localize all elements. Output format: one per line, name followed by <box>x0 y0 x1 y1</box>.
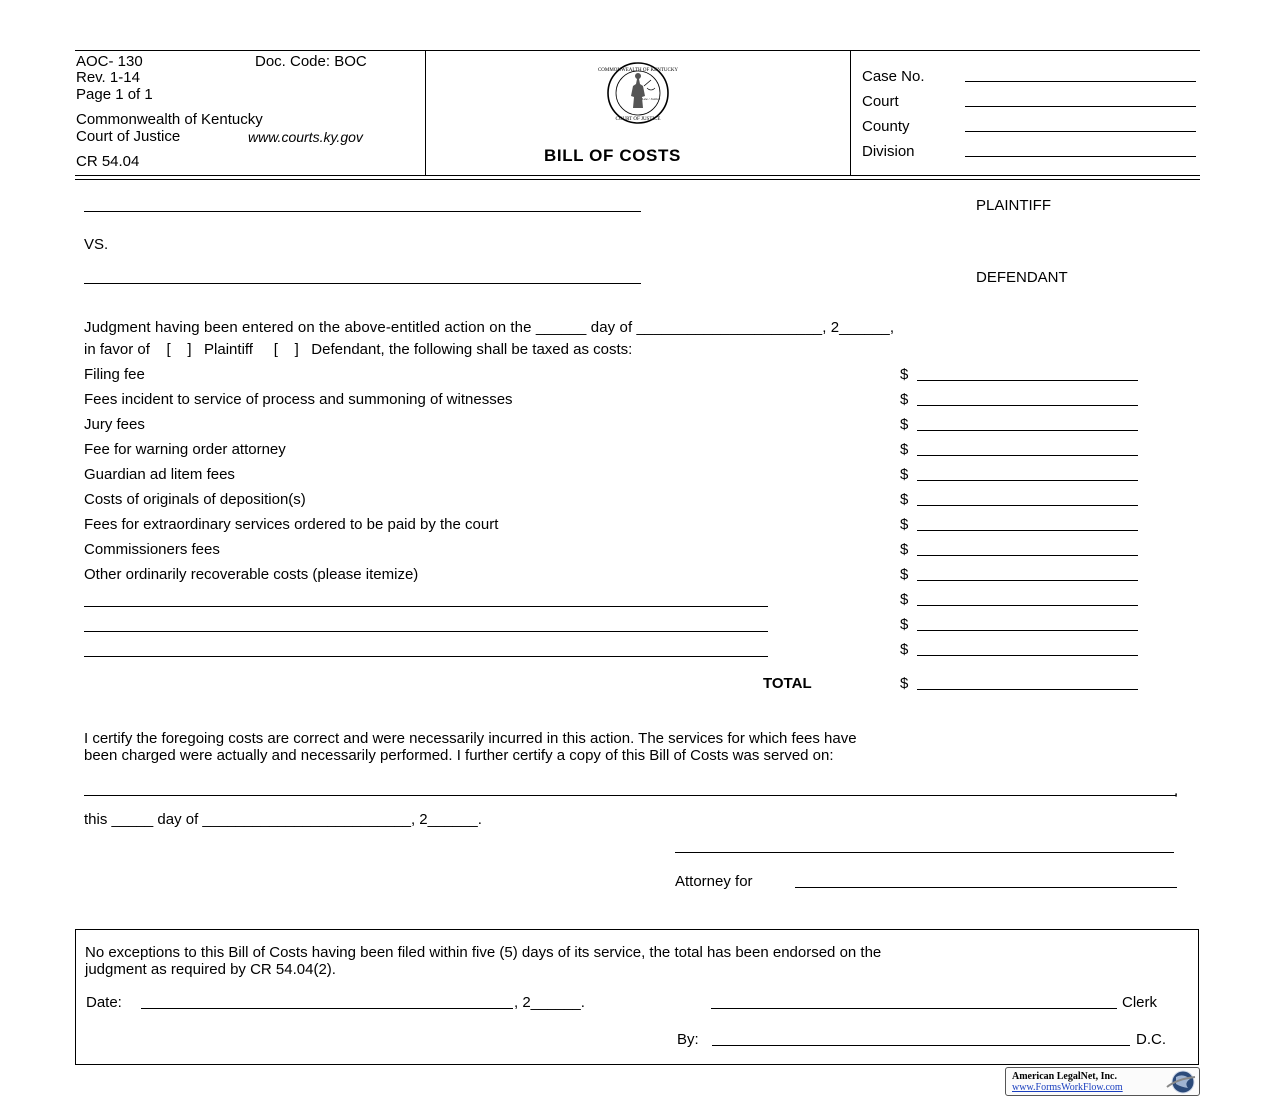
amount-field[interactable] <box>917 555 1138 556</box>
amount-field[interactable] <box>917 480 1138 481</box>
amount-field[interactable] <box>917 430 1138 431</box>
itemize-field[interactable] <box>84 631 768 632</box>
division-field[interactable] <box>965 156 1196 157</box>
amount-field[interactable] <box>917 655 1138 656</box>
cost-item-label: Commissioners fees <box>84 541 220 558</box>
seal-text-top: COMMONWEALTH OF KENTUCKY <box>597 68 679 73</box>
american-legalnet-badge[interactable] <box>1005 1067 1200 1096</box>
globe-icon <box>1165 1069 1197 1095</box>
cost-item-label: Fees for extraordinary services ordered to be paid by the court <box>84 516 499 533</box>
header-bottom-rule-1 <box>75 175 1200 176</box>
county-field[interactable] <box>965 131 1196 132</box>
defendant-label: DEFENDANT <box>976 269 1068 286</box>
cost-item-label: Fees incident to service of process and summoning of witnesses <box>84 391 513 408</box>
court-field[interactable] <box>965 106 1196 107</box>
defendant-name-field[interactable] <box>84 283 641 284</box>
badge-company: American LegalNet, Inc. <box>1012 1071 1117 1082</box>
endorsement-line-1: No exceptions to this Bill of Costs having been filed within five (5) days of its service, the total has been endorsed on the <box>85 944 882 961</box>
badge-url[interactable]: www.FormsWorkFlow.com <box>1012 1082 1123 1093</box>
plaintiff-label: PLAINTIFF <box>976 197 1052 214</box>
court-label: Court <box>862 93 899 110</box>
amount-field[interactable] <box>917 505 1138 506</box>
judgment-line-2: in favor of [ ] Plaintiff [ ] Defendant, the following shall be taxed as costs: <box>84 341 633 358</box>
dollar-sign: $ <box>900 391 909 408</box>
dollar-sign: $ <box>900 566 909 583</box>
cost-item-label: Fee for warning order attorney <box>84 441 286 458</box>
cost-item-label: Guardian ad litem fees <box>84 466 235 483</box>
date-year: , 2______. <box>514 994 585 1011</box>
endorsement-line-2: judgment as required by CR 54.04(2). <box>85 961 336 978</box>
served-on-field[interactable] <box>84 795 1176 796</box>
clerk-label: Clerk <box>1122 994 1158 1011</box>
amount-field[interactable] <box>917 530 1138 531</box>
dollar-sign: $ <box>900 366 909 383</box>
dollar-sign: $ <box>900 491 909 508</box>
this-day-line: this _____ day of _________________________, 2______. <box>84 811 482 828</box>
dollar-sign: $ <box>900 591 909 608</box>
seal-text-center: Law / Justice <box>641 97 661 101</box>
amount-field[interactable] <box>917 580 1138 581</box>
by-label: By: <box>677 1031 699 1048</box>
website-link[interactable]: www.courts.ky.gov <box>248 129 363 145</box>
case-no-field[interactable] <box>965 81 1196 82</box>
dc-label: D.C. <box>1136 1031 1166 1048</box>
itemize-field[interactable] <box>84 606 768 607</box>
division-label: Division <box>862 143 915 160</box>
dollar-sign: $ <box>900 416 909 433</box>
page-title: BILL OF COSTS <box>544 146 681 165</box>
commonwealth-label: Commonwealth of Kentucky <box>76 111 263 128</box>
court-of-justice-label: Court of Justice <box>76 128 181 145</box>
header-divider-right <box>850 51 851 175</box>
amount-field[interactable] <box>917 630 1138 631</box>
page-number: Page 1 of 1 <box>76 86 153 103</box>
itemize-field[interactable] <box>84 656 768 657</box>
amount-field[interactable] <box>917 405 1138 406</box>
served-on-comma: , <box>1174 782 1179 799</box>
certify-line-2: been charged were actually and necessarily performed. I further certify a copy of this Bill of Costs was served on: <box>84 747 834 764</box>
amount-field[interactable] <box>917 605 1138 606</box>
seal-text-bottom: COURT OF JUSTICE <box>615 117 661 122</box>
date-label: Date: <box>86 994 122 1011</box>
date-field[interactable] <box>141 1008 513 1009</box>
total-label: TOTAL <box>763 675 812 692</box>
dollar-sign: $ <box>900 616 909 633</box>
header-bottom-rule-2 <box>75 179 1200 180</box>
judgment-line-1: Judgment having been entered on the above-entitled action on the ______ day of ______________________, 2______, <box>84 319 895 336</box>
cost-item-label: Costs of originals of deposition(s) <box>84 491 306 508</box>
rule-reference: CR 54.04 <box>76 153 140 170</box>
plaintiff-name-field[interactable] <box>84 211 641 212</box>
doc-code: Doc. Code: BOC <box>255 53 367 70</box>
header-divider-left <box>425 51 426 175</box>
kentucky-seal-icon <box>589 62 687 124</box>
amount-field[interactable] <box>917 380 1138 381</box>
amount-field[interactable] <box>917 455 1138 456</box>
attorney-signature-field[interactable] <box>675 852 1174 853</box>
county-label: County <box>862 118 910 135</box>
cost-item-label: Other ordinarily recoverable costs (please itemize) <box>84 566 419 583</box>
dollar-sign: $ <box>900 516 909 533</box>
attorney-for-label: Attorney for <box>675 873 753 890</box>
form-number: AOC- 130 <box>76 53 143 70</box>
dollar-sign: $ <box>900 541 909 558</box>
deputy-clerk-field[interactable] <box>712 1045 1130 1046</box>
dollar-sign: $ <box>900 641 909 658</box>
dollar-sign: $ <box>900 441 909 458</box>
header-top-rule <box>75 50 1200 51</box>
revision: Rev. 1-14 <box>76 69 140 86</box>
cost-item-label: Filing fee <box>84 366 145 383</box>
attorney-for-field[interactable] <box>795 887 1177 888</box>
case-no-label: Case No. <box>862 68 925 85</box>
cost-item-label: Jury fees <box>84 416 145 433</box>
certify-line-1: I certify the foregoing costs are correct and were necessarily incurred in this action. The services for which fees have <box>84 730 857 747</box>
vs-label: VS. <box>84 236 109 253</box>
dollar-sign: $ <box>900 675 909 692</box>
total-amount-field[interactable] <box>917 689 1138 690</box>
clerk-signature-field[interactable] <box>711 1008 1117 1009</box>
dollar-sign: $ <box>900 466 909 483</box>
